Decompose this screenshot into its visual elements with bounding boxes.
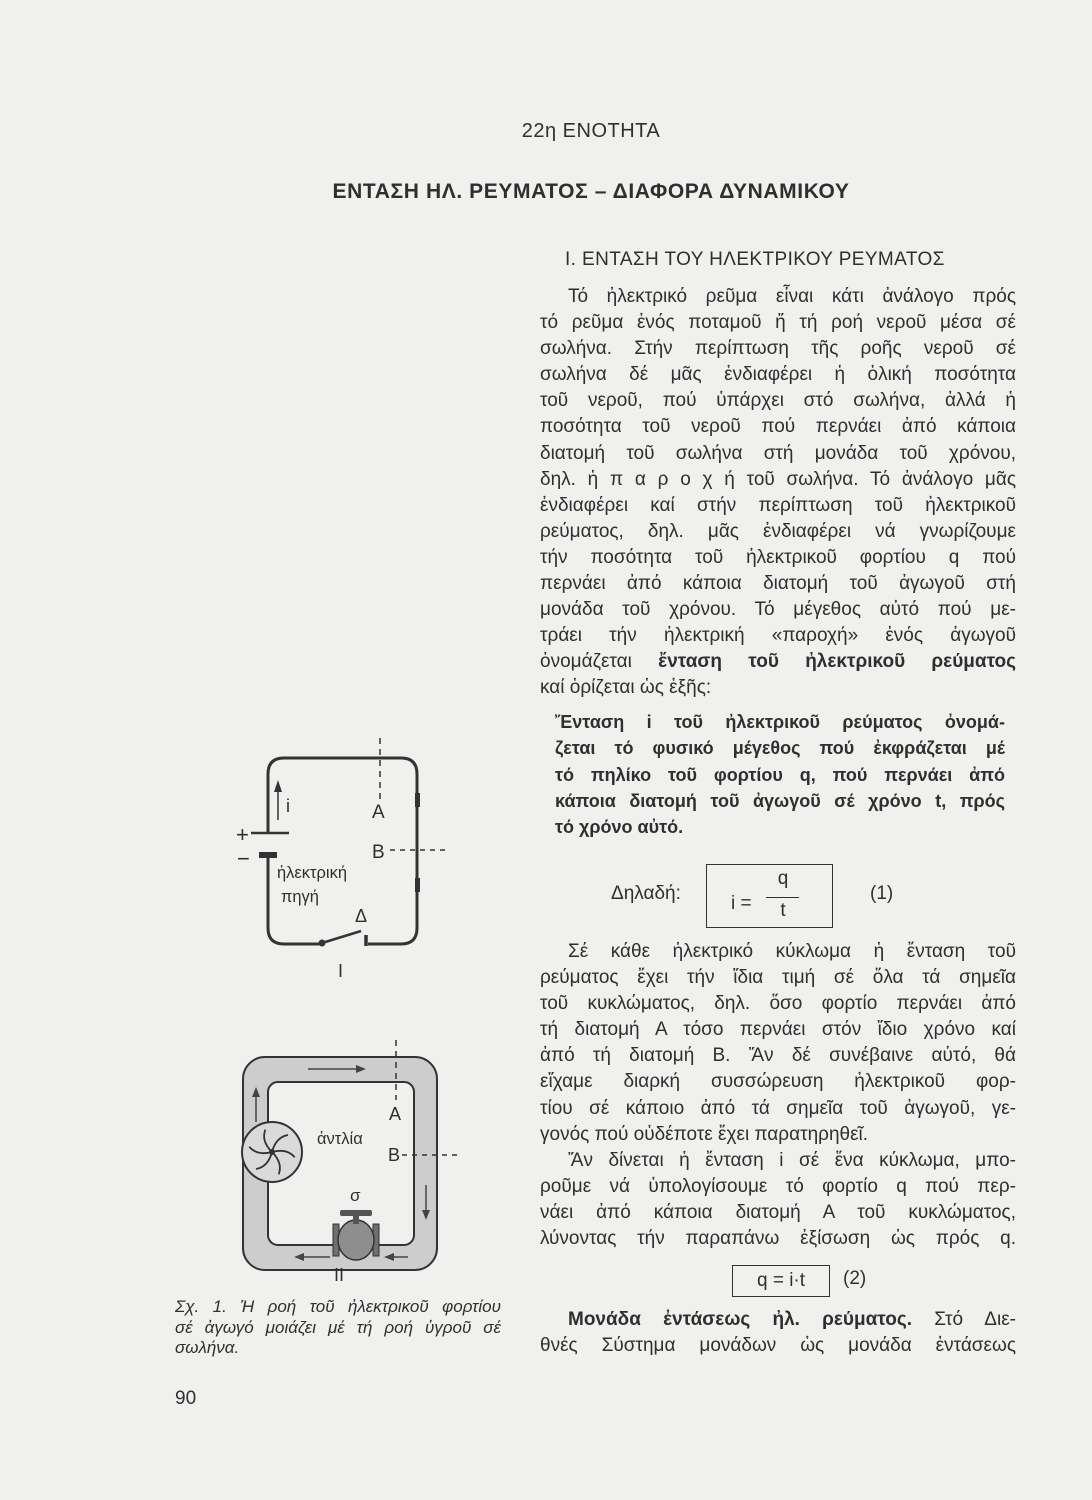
section-mark bbox=[415, 793, 420, 807]
text-line: σωλήνα. Στήν περίπτωση τῆς ροῆς νεροῦ σέ bbox=[540, 338, 1016, 360]
definition-line: τό πηλίκο τοῦ φορτίου q, πού περνάει ἀπό bbox=[555, 764, 1005, 785]
text-line bbox=[540, 649, 1016, 675]
valve-body bbox=[338, 1220, 374, 1260]
pipe-diagram bbox=[225, 1035, 470, 1290]
definition-line: ζεται τό φυσικό μέγεθος πού ἐκφράζεται μέ bbox=[555, 738, 1005, 759]
section-b-label: Β bbox=[388, 1145, 401, 1165]
paragraph-4 bbox=[540, 1307, 1016, 1359]
text-line: ἀπό τή διατομή Β. Ἄν δέ συνέβαινε αὐτό, θά bbox=[540, 1045, 1016, 1067]
circuit-wire bbox=[268, 758, 417, 944]
text-line: θνές Σύστημα μονάδων ὡς μονάδα ἐντάσεως bbox=[540, 1335, 1016, 1357]
formula-1-denominator: t bbox=[780, 900, 786, 921]
paragraph-1 bbox=[540, 284, 1016, 702]
pump-hub bbox=[269, 1149, 275, 1155]
key-term: ἔνταση τοῦ ἠλεκτρικοῦ ρεύματος bbox=[658, 651, 1016, 673]
page-title: ΕΝΤΑΣΗ ΗΛ. ΡΕΥΜΑΤΟΣ – ΔΙΑΦΟΡΑ ΔΥΝΑΜΙΚΟΥ bbox=[332, 180, 850, 203]
text-line: τήν ποσότητα τοῦ ἠλεκτρικοῦ φορτίου q πού bbox=[540, 546, 1016, 568]
text-line: ρεύματος, δηλ. μᾶς ἐνδιαφέρει νά γνωρίζουμε bbox=[540, 520, 1016, 542]
caption-line: Σχ. 1. Ἡ ροή τοῦ ἠλεκτρικοῦ φορτίου bbox=[175, 1297, 501, 1316]
text-line: νάει ἀπό κάποια διατομή Α τοῦ κυκλώματος, bbox=[540, 1201, 1016, 1223]
text-line: ἐνδιαφέρει καί στήν περίπτωση τοῦ ἠλεκτρικοῦ bbox=[540, 494, 1016, 516]
formula-2-box: q = i·t bbox=[732, 1265, 830, 1297]
text-line: τοῦ κυκλώματος, δηλ. ὅσο φορτίο περνάει ἀπό bbox=[540, 993, 1016, 1015]
current-arrow-head-icon bbox=[274, 780, 282, 792]
subheading-run: Μονάδα ἐντάσεως ἠλ. ρεύματος. bbox=[568, 1309, 912, 1330]
section-b-label: Β bbox=[372, 842, 385, 863]
section-a-label: Α bbox=[389, 1104, 402, 1124]
plus-sign: + bbox=[236, 822, 249, 847]
text-line: ποσότητα τοῦ νεροῦ πού περνάει ἀπό κάποια bbox=[540, 416, 1016, 438]
formula-1-numerator: q bbox=[777, 868, 789, 889]
text-line: Τό ἠλεκτρικό ρεῦμα εἶναι κάτι ἀνάλογο πρός bbox=[568, 286, 1016, 307]
source-label: ἠλεκτρική bbox=[277, 864, 348, 882]
text-line: λύνοντας τήν παραπάνω ἐξίσωση ὡς πρός q. bbox=[540, 1228, 1016, 1250]
valve-handle bbox=[340, 1210, 372, 1216]
figure-part-label: II bbox=[334, 1265, 345, 1285]
text-line: τή διατομή Α τόσο περνάει στόν ἴδιο χρόνο καί bbox=[540, 1019, 1016, 1041]
unit-label: 22η ΕΝΟΤΗΤΑ bbox=[521, 120, 661, 142]
text-line: Σέ κάθε ἠλεκτρικό κύκλωμα ἡ ἔνταση τοῦ bbox=[568, 941, 1016, 962]
pump-label: ἀντλία bbox=[317, 1130, 363, 1148]
text-run: Στό Διε- bbox=[934, 1309, 1017, 1330]
text-run: ὀνομάζεται bbox=[540, 651, 632, 673]
text-line: ροῦμε νά ὑπολογίσουμε τό φορτίο q πού περ- bbox=[540, 1175, 1016, 1197]
caption-line: σέ ἀγωγό μοιάζει μέ τή ροή ὑγροῦ σέ bbox=[175, 1317, 501, 1337]
minus-sign: − bbox=[237, 846, 250, 871]
text-line: εἴχαμε διαρκή συσσώρευση ἠλεκτρικοῦ φορ- bbox=[540, 1071, 1016, 1093]
text-line: τοῦ νεροῦ, πού ὑπάρχει στό σωλήνα, ἀλλά ἡ bbox=[540, 390, 1016, 412]
text-line: διατομή τοῦ σωλήνα στή μονάδα τοῦ χρόνου, bbox=[540, 442, 1016, 464]
text-line: σωλήνα δέ μᾶς ἐνδιαφέρει ἡ ὁλική ποσότητα bbox=[540, 364, 1016, 386]
formula-1-lead: Δηλαδή: bbox=[611, 883, 681, 904]
current-label: i bbox=[286, 796, 290, 816]
page-number: 90 bbox=[175, 1388, 197, 1409]
text-line: τό ρεῦμα ἑνός ποταμοῦ ἤ τή ροή νεροῦ μέσα σέ bbox=[540, 312, 1016, 334]
switch-blade bbox=[322, 931, 361, 943]
section-heading: I. ΕΝΤΑΣΗ ΤΟΥ ΗΛΕΚΤΡΙΚΟΥ ΡΕΥΜΑΤΟΣ bbox=[565, 249, 945, 270]
text-line: Ἄν δίνεται ἡ ἔνταση i σέ ἕνα κύκλωμα, μπο- bbox=[568, 1149, 1016, 1171]
figure-caption bbox=[175, 1297, 501, 1359]
section-a-label: Α bbox=[372, 802, 385, 823]
text-line: γονός πού οὐδέποτε ἔχει παρατηρηθεῖ. bbox=[540, 1123, 869, 1145]
section-mark bbox=[415, 878, 420, 892]
text-line: δηλ. ἡ π α ρ ο χ ή τοῦ σωλήνα. Τό ἀνάλογο μᾶς bbox=[540, 468, 1016, 490]
text-line: περνάει ἀπό κάποια διατομή τοῦ ἀγωγοῦ στή bbox=[540, 573, 1016, 595]
switch-label: Δ bbox=[355, 906, 368, 926]
definition-line: Ἔνταση i τοῦ ἠλεκτρικοῦ ρεύματος ὀνομά- bbox=[555, 712, 1005, 732]
text-line: ρεύματος ἔχει τήν ἴδια τιμή σέ ὅλα τά σημεῖα bbox=[540, 967, 1016, 989]
definition-line: τό χρόνο αὐτό. bbox=[555, 817, 684, 837]
formula-1-number: (1) bbox=[870, 883, 894, 904]
formula-2-number: (2) bbox=[843, 1268, 867, 1289]
figure-part-label: I bbox=[338, 961, 344, 981]
valve-stem bbox=[353, 1215, 359, 1224]
caption-line: σωλήνα. bbox=[175, 1338, 240, 1357]
text-line: τίου σέ κάποιο ἀπό τά σημεῖα τοῦ ἀγωγοῦ, γε- bbox=[540, 1097, 1016, 1119]
definition-block bbox=[555, 709, 1005, 840]
definition-line: κάποια διατομή τοῦ ἀγωγοῦ σέ χρόνο t, πρός bbox=[555, 790, 1005, 811]
text-line bbox=[540, 1307, 1016, 1333]
valve-label: σ bbox=[350, 1186, 361, 1205]
formula-1-lhs: i = bbox=[731, 893, 752, 914]
text-line: τράει τήν ἠλεκτρική «παροχή» ἑνός ἀγωγοῦ bbox=[540, 625, 1016, 647]
paragraph-2 bbox=[540, 939, 1016, 1252]
circuit-diagram bbox=[225, 730, 465, 985]
text-line: μονάδα τοῦ χρόνου. Τό μέγεθος αὐτό πού με- bbox=[540, 599, 1016, 621]
text-line: καί ὁρίζεται ὡς ἑξῆς: bbox=[540, 677, 712, 699]
fraction-bar bbox=[766, 897, 799, 898]
source-label: πηγή bbox=[281, 888, 319, 906]
